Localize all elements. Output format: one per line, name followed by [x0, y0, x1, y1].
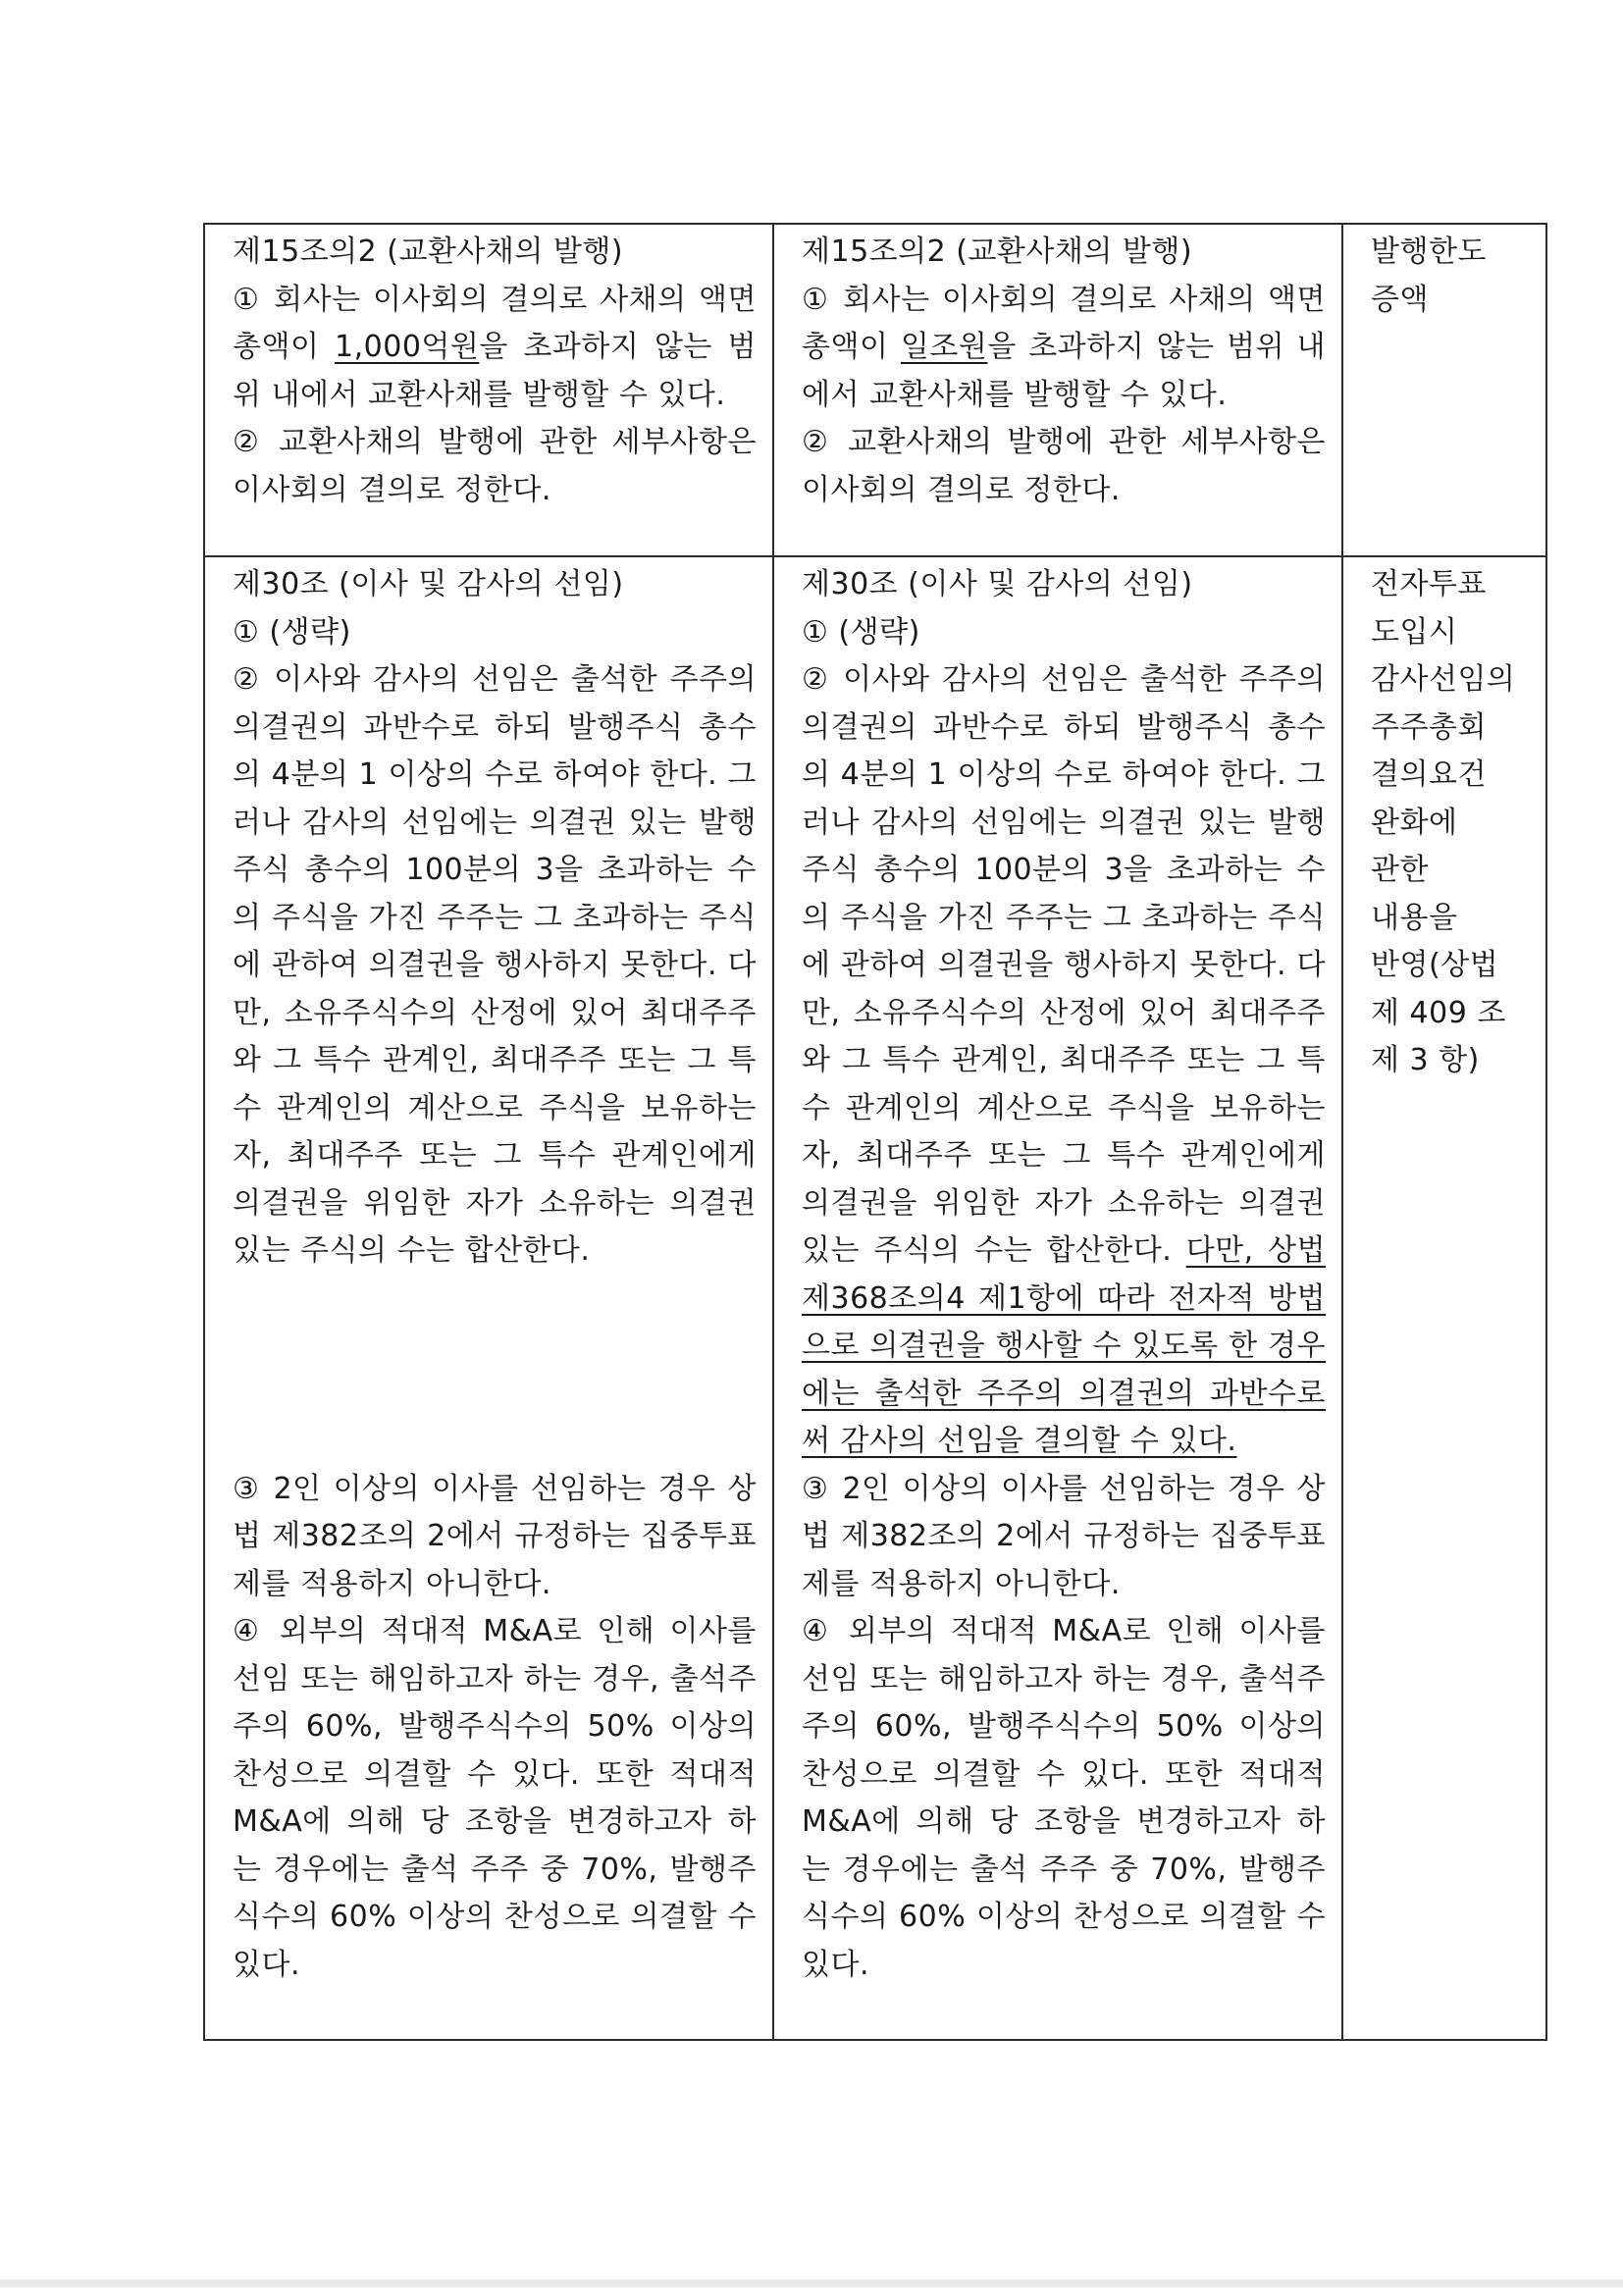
reason-line: 반영(상법 [1371, 948, 1499, 982]
reason-line: 감사선임의 [1371, 662, 1516, 697]
amendment-table [203, 223, 1547, 2041]
table-row [204, 556, 1546, 2040]
paragraph-1 [802, 277, 1326, 420]
reason-line: 제 3 항) [1371, 1043, 1480, 1077]
table-row [204, 224, 1546, 556]
paragraph-1: ① (생략) [802, 614, 920, 650]
paragraph-2 [802, 656, 1326, 1466]
cell-reason-article-15-2 [1342, 224, 1546, 556]
reason-line: 완화에 [1371, 805, 1458, 840]
paragraph-1-text: ① 회사는 이사회의 결의로 사채의 액면총액이 [802, 282, 1326, 364]
cell-after-article-30 [773, 556, 1342, 2040]
amount-underlined: 1,000억원 [335, 330, 480, 364]
cell-reason-article-30 [1342, 556, 1546, 2040]
reason-line: 결의요건 [1371, 757, 1487, 792]
paragraph-1-text: ① 회사는 이사회의 결의로 사채의 액면총액이 [233, 282, 757, 364]
paragraph-1-text-end: 을 초과하지 않는 범위 내에서 교환사채를 발행할 수 있다. [802, 330, 1326, 412]
reason-line: 관한 [1371, 853, 1429, 887]
reason-line: 내용을 [1371, 900, 1458, 935]
paragraph-3: ③ 2인 이상의 이사를 선임하는 경우 상법 제382조의 2에서 규정하는 집중투표제를 적용하지 아니한다. [233, 1471, 757, 1601]
inserted-text-underlined: 다만, 상법 제368조의4 제1항에 따라 전자적 방법으로 의결권을 행사할 수 있도록 한 경우에는 출석한 주주의 의결권의 과반수로써 감사의 선임을 결의할 수 있다. [802, 1233, 1326, 1458]
article-title: 제30조 (이사 및 감사의 선임) [802, 567, 1193, 601]
paragraph-4: ④ 외부의 적대적 M&A로 인해 이사를 선임 또는 해임하고자 하는 경우, 출석주주의 60%, 발행주식수의 50% 이상의 찬성으로 의결할 수 있다. 또한 적대적 M&A에 의해 당 조항을 변경하고자 하는 경우에는 출석 주주 중 70%, 발행주식수의 60% 이상의 찬성으로 의결할 수 있다. [233, 1614, 757, 1982]
amount-underlined: 일조원 [900, 330, 988, 364]
reason-line: 주주총회 [1371, 709, 1487, 745]
paragraph-1 [233, 277, 757, 420]
scan-edge-divider [0, 2279, 1623, 2287]
reason-line: 도입시 [1371, 614, 1458, 650]
cell-before-article-30 [204, 556, 773, 2040]
article-title: 제15조의2 (교환사채의 발행) [802, 235, 1193, 269]
paragraph-2: ② 교환사채의 발행에 관한 세부사항은 이사회의 결의로 정한다. [802, 425, 1326, 507]
paragraph-1: ① (생략) [233, 614, 351, 650]
reason-line: 증액 [1371, 282, 1429, 317]
reason-line: 전자투표 [1371, 567, 1487, 601]
blank-space [233, 1276, 757, 1466]
paragraph-1-text-end: 을 초과하지 않는 범위 내에서 교환사채를 발행할 수 있다. [233, 330, 757, 412]
paragraph-2: ② 교환사채의 발행에 관한 세부사항은 이사회의 결의로 정한다. [233, 425, 757, 507]
reason-line: 발행한도 [1371, 235, 1487, 269]
reason-line: 제 409 조 [1371, 995, 1506, 1030]
paragraph-4: ④ 외부의 적대적 M&A로 인해 이사를 선임 또는 해임하고자 하는 경우, 출석주주의 60%, 발행주식수의 50% 이상의 찬성으로 의결할 수 있다. 또한 적대적 M&A에 의해 당 조항을 변경하고자 하는 경우에는 출석 주주 중 70%, 발행주식수의 60% 이상의 찬성으로 의결할 수 있다. [802, 1614, 1326, 1982]
article-title: 제30조 (이사 및 감사의 선임) [233, 567, 624, 601]
cell-before-article-15-2 [204, 224, 773, 556]
paragraph-2-text: ② 이사와 감사의 선임은 출석한 주주의 의결권의 과반수로 하되 발행주식 총수의 4분의 1 이상의 수로 하여야 한다. 그러나 감사의 선임에는 의결권 있는 발행주식 총수의 100분의 3을 초과하는 수의 주식을 가진 주주는 그 초과하는 주식에 관하여 의결권을 행사하지 못한다. 다만, 소유주식수의 산정에 있어 최대주주와 그 특수 관계인, 최대주주 또는 그 특수 관계인의 계산으로 주식을 보유하는 자, 최대주주 또는 그 특수 관계인에게 의결권을 위임한 자가 소유하는 의결권 있는 주식의 수는 합산한다. [802, 662, 1326, 1268]
paragraph-2: ② 이사와 감사의 선임은 출석한 주주의 의결권의 과반수로 하되 발행주식 총수의 4분의 1 이상의 수로 하여야 한다. 그러나 감사의 선임에는 의결권 있는 발행주식 총수의 100분의 3을 초과하는 수의 주식을 가진 주주는 그 초과하는 주식에 관하여 의결권을 행사하지 못한다. 다만, 소유주식수의 산정에 있어 최대주주와 그 특수 관계인, 최대주주 또는 그 특수 관계인의 계산으로 주식을 보유하는 자, 최대주주 또는 그 특수 관계인에게 의결권을 위임한 자가 소유하는 의결권 있는 주식의 수는 합산한다. [233, 662, 757, 1268]
article-title: 제15조의2 (교환사채의 발행) [233, 235, 624, 269]
cell-after-article-15-2 [773, 224, 1342, 556]
paragraph-3: ③ 2인 이상의 이사를 선임하는 경우 상법 제382조의 2에서 규정하는 집중투표제를 적용하지 아니한다. [802, 1471, 1326, 1601]
